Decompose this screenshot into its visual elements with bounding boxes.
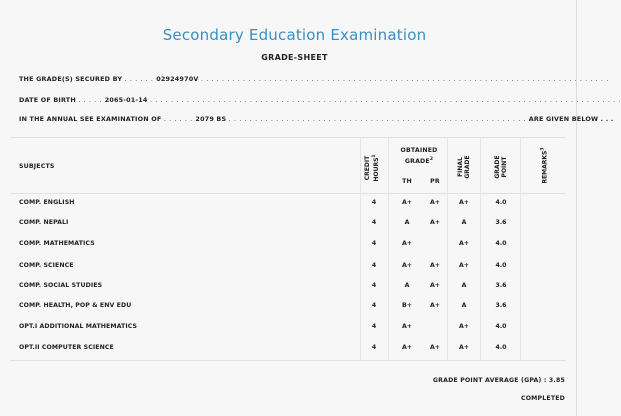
credit-hours: 4	[371, 219, 377, 226]
grade-th: A+	[402, 262, 412, 269]
col-divider	[480, 138, 481, 360]
info-dob: DATE OF BIRTH . . . . . 2065-01-14 . . . . . . . . . . . . . . . . . . . . . . . . . . . . . . . . . . . . . . . . . . . . . . . . . . . . . . . . . . . . . . . . . . . . . . . . . . . . . . . . . . . . . . . . . .	[19, 96, 621, 104]
subject-name: COMP. HEALTH, POP & ENV EDU	[19, 302, 132, 309]
header-obtained-sup: 2	[429, 157, 434, 162]
grade-point: 3.6	[495, 302, 507, 309]
header-grade-label: GRADE	[494, 155, 501, 179]
grade-pr: A+	[430, 199, 440, 206]
grade-pr: A+	[430, 302, 440, 309]
page-edge	[576, 0, 577, 416]
info-value: 2065-01-14	[104, 96, 148, 104]
col-divider	[388, 138, 389, 360]
grade-th: A+	[402, 199, 412, 206]
sheet-subtitle: GRADE-SHEET	[261, 53, 328, 62]
final-grade: A+	[459, 344, 469, 351]
header-remarks	[540, 142, 549, 190]
grade-point: 4.0	[495, 199, 507, 206]
subject-name: COMP. MATHEMATICS	[19, 240, 95, 247]
grade-th: A	[404, 282, 410, 289]
grade-th: A+	[402, 344, 412, 351]
col-divider	[520, 138, 521, 360]
final-grade: A+	[459, 323, 469, 330]
info-label: DATE OF BIRTH	[19, 96, 76, 104]
grade-point: 4.0	[495, 262, 507, 269]
header-final-grade	[457, 147, 471, 187]
grade-th: A+	[402, 240, 412, 247]
grade-point: 4.0	[495, 344, 507, 351]
header-obtained	[396, 146, 442, 166]
subject-name: OPT.I ADDITIONAL MATHEMATICS	[19, 323, 138, 330]
header-subjects: SUBJECTS	[19, 163, 55, 170]
info-suffix: ARE GIVEN BELOW . . .	[528, 115, 614, 123]
credit-hours: 4	[371, 344, 377, 351]
grade-point: 3.6	[495, 219, 507, 226]
grade-th: A+	[402, 323, 412, 330]
credit-hours: 4	[371, 282, 377, 289]
info-value: 2079 BS	[195, 115, 227, 123]
header-obtained-label: OBTAINED	[400, 147, 438, 154]
credit-hours: 4	[371, 302, 377, 309]
header-final-label: FINAL	[457, 157, 464, 177]
grade-pr: A+	[430, 219, 440, 226]
info-label: THE GRADE(S) SECURED BY	[19, 75, 123, 83]
final-grade: A+	[459, 199, 469, 206]
grade-point: 3.6	[495, 282, 507, 289]
col-divider	[360, 138, 361, 360]
table-header-rule	[10, 193, 566, 194]
final-grade: A	[461, 282, 467, 289]
header-credit	[364, 146, 380, 190]
gpa-summary: GRADE POINT AVERAGE (GPA) : 3.85	[432, 377, 565, 384]
final-grade: A	[461, 302, 467, 309]
header-grade-point	[494, 147, 508, 187]
grade-pr: A+	[430, 262, 440, 269]
header-remarks-sup: 3	[540, 147, 546, 151]
subject-name: COMP. SCIENCE	[19, 262, 74, 269]
grade-th: B+	[402, 302, 412, 309]
info-secured-by: THE GRADE(S) SECURED BY . . . . . . 02924970V . . . . . . . . . . . . . . . . . . . . . . . . . . . . . . . . . . . . . . . . . . . . . . . . . . . . . . . . . . . . . . . . . . . . . . . . . . . . . .	[19, 75, 609, 83]
table-top-rule	[10, 137, 566, 138]
subject-name: COMP. NEPALI	[19, 219, 69, 226]
info-label: IN THE ANNUAL SEE EXAMINATION OF	[19, 115, 162, 123]
status-text: COMPLETED	[520, 395, 565, 402]
grade-point: 4.0	[495, 240, 507, 247]
header-final-grade-label: GRADE	[464, 155, 471, 179]
table-bottom-rule	[10, 360, 566, 361]
subject-name: COMP. SOCIAL STUDIES	[19, 282, 103, 289]
exam-title: Secondary Education Examination	[162, 26, 427, 44]
header-credit-hours: HOURS	[373, 157, 380, 182]
header-credit-sup: 1	[372, 154, 377, 158]
grade-point: 4.0	[495, 323, 507, 330]
info-value: 02924970V	[156, 75, 199, 83]
final-grade: A	[461, 219, 467, 226]
header-point-label: POINT	[501, 156, 508, 178]
grade-pr: A+	[430, 282, 440, 289]
subject-name: COMP. ENGLISH	[19, 199, 75, 206]
credit-hours: 4	[371, 199, 377, 206]
grade-pr: A+	[430, 344, 440, 351]
header-th: TH	[402, 178, 412, 185]
final-grade: A+	[459, 240, 469, 247]
header-obtained-grade: GRADE	[404, 158, 430, 166]
grade-th: A	[404, 219, 410, 226]
credit-hours: 4	[371, 323, 377, 330]
final-grade: A+	[459, 262, 469, 269]
info-exam: IN THE ANNUAL SEE EXAMINATION OF . . . . . . 2079 BS . . . . . . . . . . . . . . . . . . . . . . . . . . . . . . . . . . . . . . . . . . . . . . . . . . . . . . . . . ARE GIVEN BELOW . . .	[19, 115, 614, 123]
credit-hours: 4	[371, 240, 377, 247]
subject-name: OPT.II COMPUTER SCIENCE	[19, 344, 114, 351]
credit-hours: 4	[371, 262, 377, 269]
header-remarks-label: REMARKS	[541, 150, 549, 184]
header-credit-label: CREDIT	[364, 155, 371, 181]
header-pr: PR	[430, 178, 440, 185]
col-divider	[447, 138, 448, 360]
